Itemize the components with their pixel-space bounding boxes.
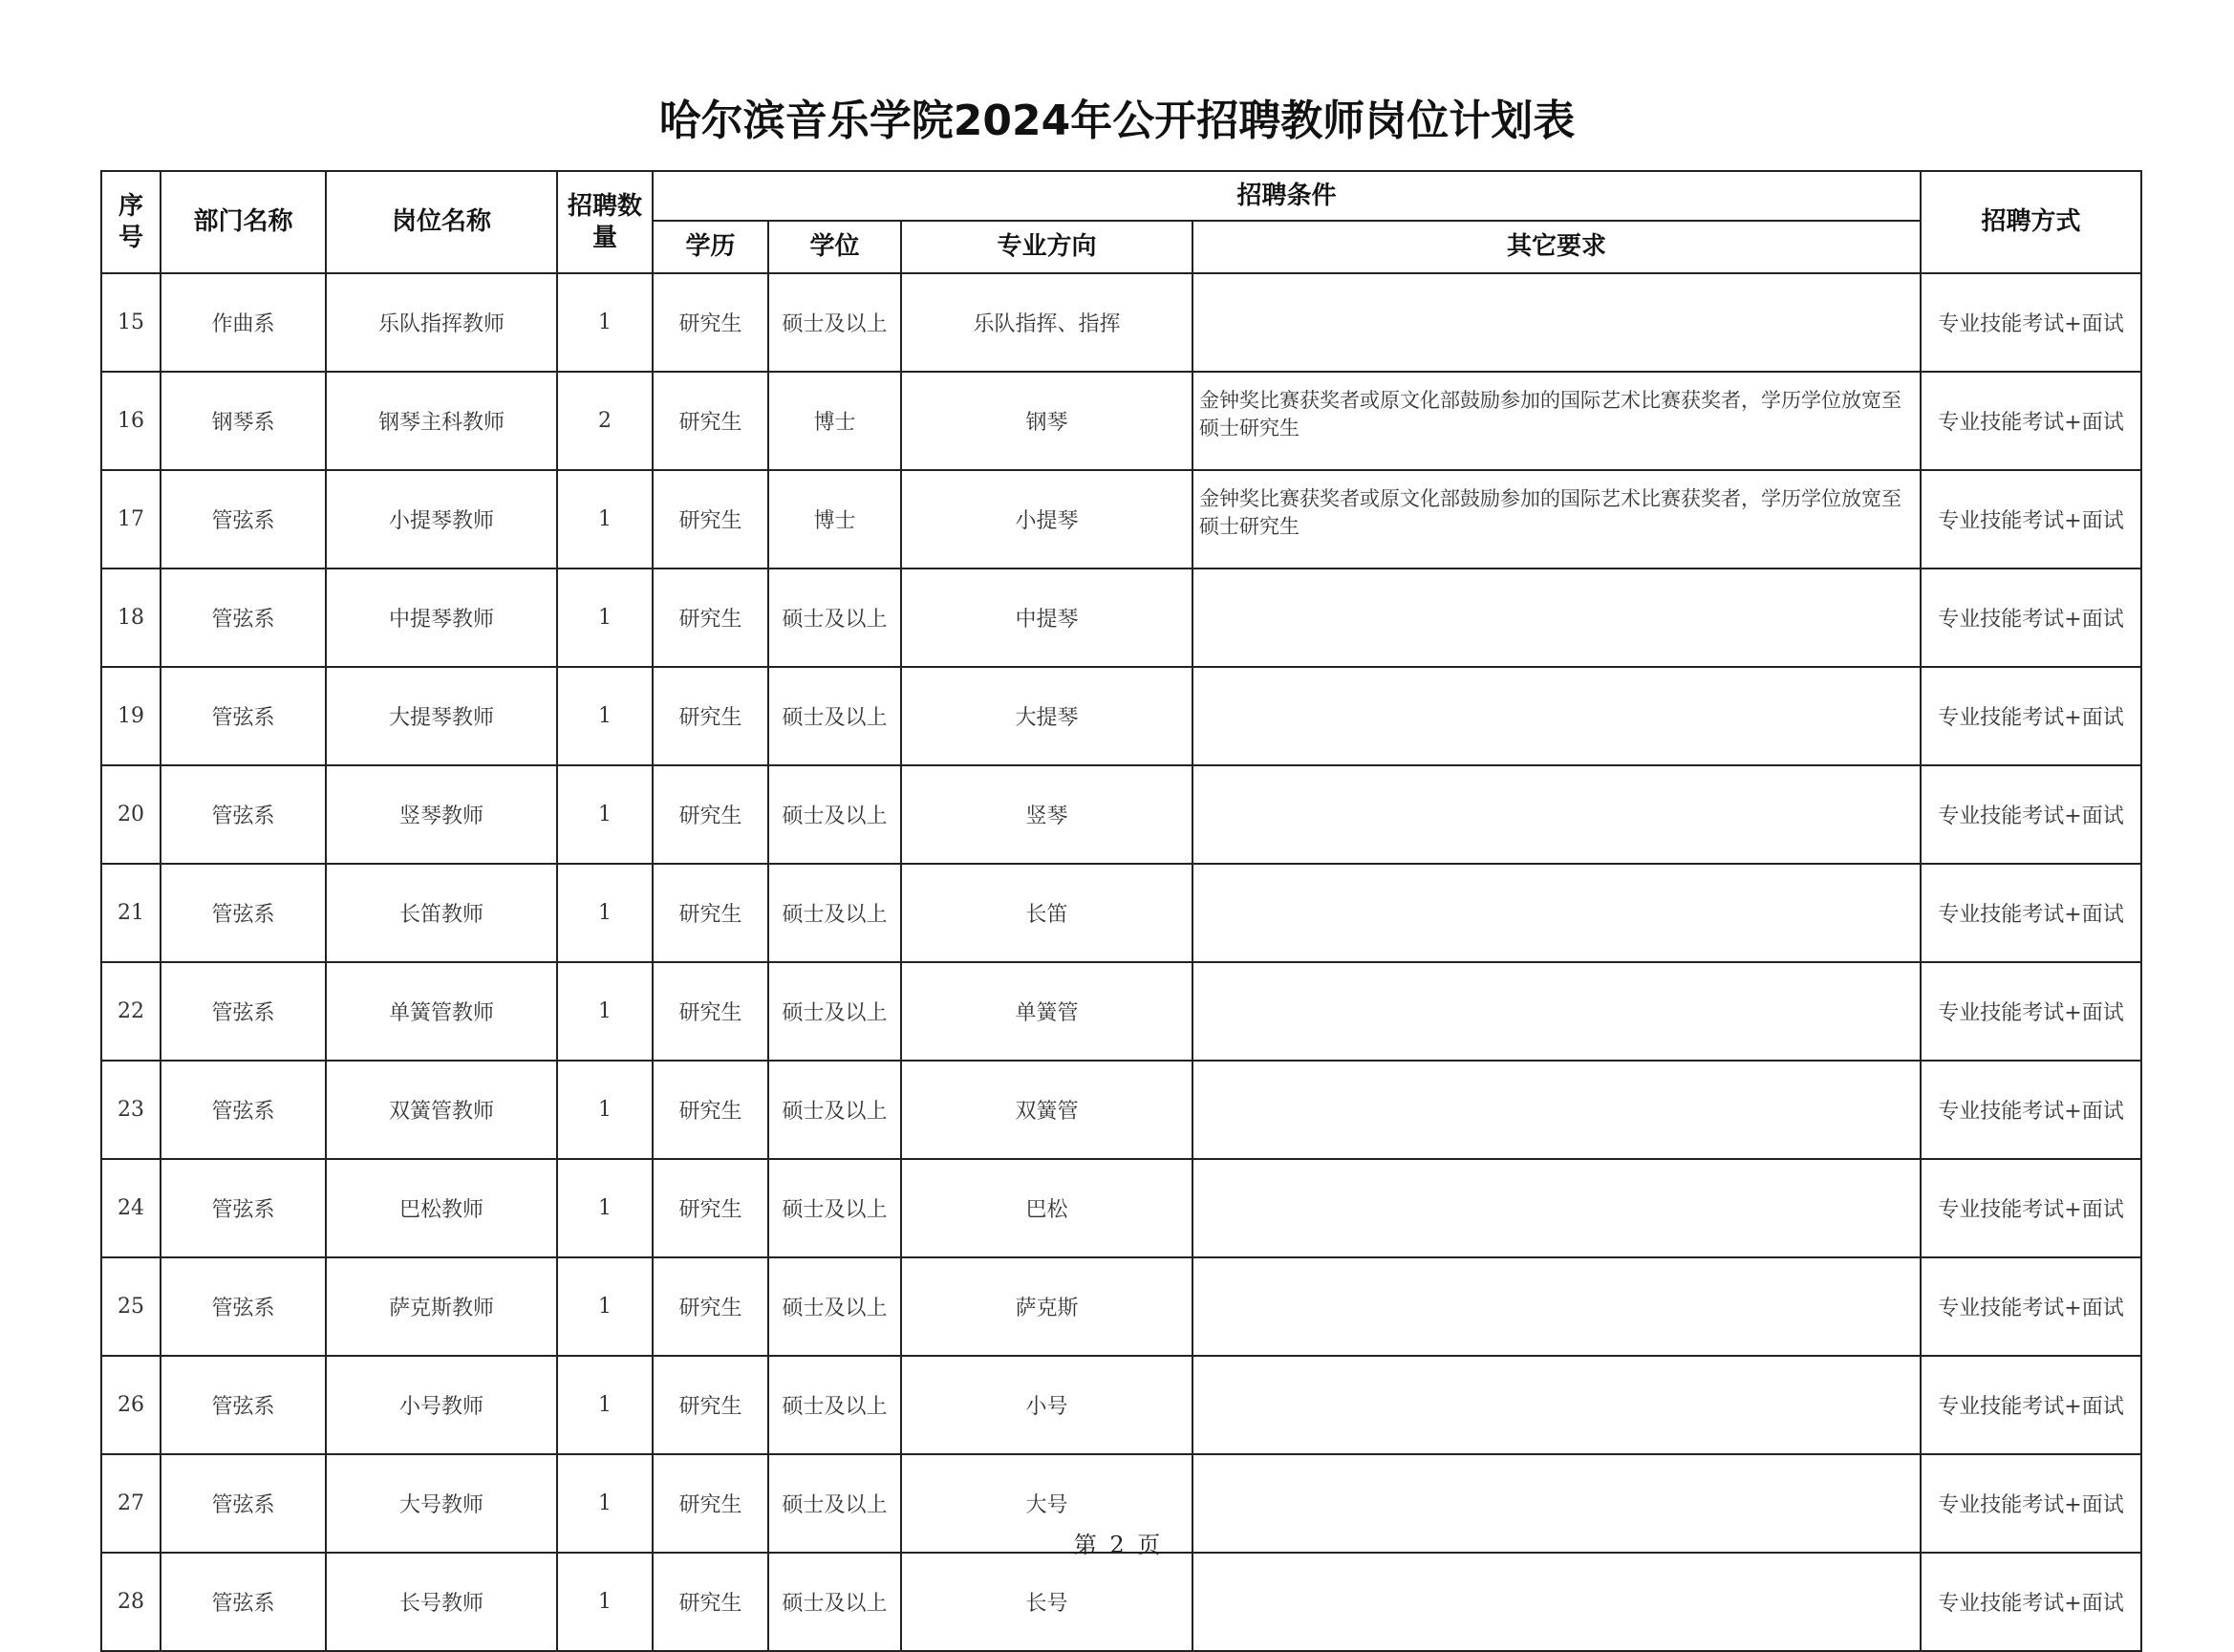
- header-count: 招聘数量: [557, 171, 653, 273]
- cell-method: 专业技能考试+面试: [1921, 372, 2141, 470]
- cell-seq: 22: [101, 962, 161, 1061]
- header-seq: 序号: [101, 171, 161, 273]
- cell-degree: 硕士及以上: [768, 1257, 901, 1356]
- header-other: 其它要求: [1192, 221, 1921, 273]
- cell-major: 小提琴: [901, 470, 1192, 569]
- cell-education: 研究生: [653, 273, 768, 372]
- cell-position: 长号教师: [326, 1553, 557, 1651]
- cell-seq: 23: [101, 1061, 161, 1159]
- cell-seq: 27: [101, 1454, 161, 1553]
- cell-seq: 15: [101, 273, 161, 372]
- table-row: [101, 667, 2141, 765]
- cell-position: 巴松教师: [326, 1159, 557, 1257]
- cell-position: 中提琴教师: [326, 569, 557, 667]
- cell-method: 专业技能考试+面试: [1921, 1553, 2141, 1651]
- header-education: 学历: [653, 221, 768, 273]
- table-row: [101, 962, 2141, 1061]
- header-degree: 学位: [768, 221, 901, 273]
- cell-position: 大号教师: [326, 1454, 557, 1553]
- cell-education: 研究生: [653, 1159, 768, 1257]
- cell-major: 中提琴: [901, 569, 1192, 667]
- cell-dept: 管弦系: [161, 667, 326, 765]
- header-method: 招聘方式: [1921, 171, 2141, 273]
- cell-other: [1192, 1257, 1921, 1356]
- cell-position: 萨克斯教师: [326, 1257, 557, 1356]
- cell-other: [1192, 1159, 1921, 1257]
- recruitment-plan-table: [100, 170, 2142, 1652]
- cell-method: 专业技能考试+面试: [1921, 1454, 2141, 1553]
- cell-other: [1192, 1356, 1921, 1454]
- cell-dept: 管弦系: [161, 1159, 326, 1257]
- cell-major: 大提琴: [901, 667, 1192, 765]
- cell-other: [1192, 765, 1921, 864]
- table-row: [101, 273, 2141, 372]
- cell-other: 金钟奖比赛获奖者或原文化部鼓励参加的国际艺术比赛获奖者，学历学位放宽至硕士研究生: [1192, 470, 1921, 569]
- cell-count: 1: [557, 864, 653, 962]
- cell-other: [1192, 667, 1921, 765]
- cell-count: 1: [557, 1356, 653, 1454]
- table-row: [101, 864, 2141, 962]
- cell-major: 乐队指挥、指挥: [901, 273, 1192, 372]
- cell-major: 大号: [901, 1454, 1192, 1553]
- cell-position: 双簧管教师: [326, 1061, 557, 1159]
- cell-position: 小提琴教师: [326, 470, 557, 569]
- cell-degree: 硕士及以上: [768, 667, 901, 765]
- cell-major: 萨克斯: [901, 1257, 1192, 1356]
- cell-major: 巴松: [901, 1159, 1192, 1257]
- cell-seq: 17: [101, 470, 161, 569]
- table-row: [101, 1159, 2141, 1257]
- cell-other: [1192, 1061, 1921, 1159]
- cell-degree: 硕士及以上: [768, 273, 901, 372]
- cell-dept: 管弦系: [161, 1061, 326, 1159]
- cell-position: 钢琴主科教师: [326, 372, 557, 470]
- cell-degree: 硕士及以上: [768, 962, 901, 1061]
- table-row: [101, 1061, 2141, 1159]
- cell-degree: 硕士及以上: [768, 1159, 901, 1257]
- cell-education: 研究生: [653, 864, 768, 962]
- cell-major: 小号: [901, 1356, 1192, 1454]
- cell-dept: 管弦系: [161, 962, 326, 1061]
- cell-count: 1: [557, 1257, 653, 1356]
- table-row: [101, 569, 2141, 667]
- table-row: [101, 1257, 2141, 1356]
- cell-education: 研究生: [653, 372, 768, 470]
- cell-other: [1192, 273, 1921, 372]
- cell-education: 研究生: [653, 1257, 768, 1356]
- cell-education: 研究生: [653, 962, 768, 1061]
- cell-dept: 管弦系: [161, 1553, 326, 1651]
- cell-education: 研究生: [653, 1454, 768, 1553]
- cell-education: 研究生: [653, 765, 768, 864]
- cell-dept: 管弦系: [161, 765, 326, 864]
- cell-count: 1: [557, 1159, 653, 1257]
- cell-seq: 19: [101, 667, 161, 765]
- cell-major: 钢琴: [901, 372, 1192, 470]
- cell-degree: 博士: [768, 372, 901, 470]
- cell-count: 1: [557, 1454, 653, 1553]
- cell-count: 1: [557, 470, 653, 569]
- cell-other: [1192, 864, 1921, 962]
- cell-education: 研究生: [653, 1061, 768, 1159]
- cell-position: 竖琴教师: [326, 765, 557, 864]
- cell-major: 双簧管: [901, 1061, 1192, 1159]
- cell-count: 1: [557, 667, 653, 765]
- header-dept: 部门名称: [161, 171, 326, 273]
- cell-seq: 18: [101, 569, 161, 667]
- cell-position: 大提琴教师: [326, 667, 557, 765]
- cell-method: 专业技能考试+面试: [1921, 273, 2141, 372]
- cell-method: 专业技能考试+面试: [1921, 1061, 2141, 1159]
- cell-degree: 硕士及以上: [768, 1454, 901, 1553]
- cell-degree: 硕士及以上: [768, 1061, 901, 1159]
- cell-position: 乐队指挥教师: [326, 273, 557, 372]
- header-position: 岗位名称: [326, 171, 557, 273]
- cell-seq: 16: [101, 372, 161, 470]
- cell-dept: 管弦系: [161, 1454, 326, 1553]
- cell-degree: 博士: [768, 470, 901, 569]
- cell-degree: 硕士及以上: [768, 864, 901, 962]
- cell-major: 单簧管: [901, 962, 1192, 1061]
- cell-degree: 硕士及以上: [768, 1356, 901, 1454]
- cell-dept: 管弦系: [161, 1257, 326, 1356]
- cell-seq: 28: [101, 1553, 161, 1651]
- cell-method: 专业技能考试+面试: [1921, 864, 2141, 962]
- cell-position: 单簧管教师: [326, 962, 557, 1061]
- table-row: [101, 470, 2141, 569]
- cell-degree: 硕士及以上: [768, 1553, 901, 1651]
- cell-other: 金钟奖比赛获奖者或原文化部鼓励参加的国际艺术比赛获奖者，学历学位放宽至硕士研究生: [1192, 372, 1921, 470]
- cell-position: 长笛教师: [326, 864, 557, 962]
- cell-seq: 25: [101, 1257, 161, 1356]
- cell-dept: 作曲系: [161, 273, 326, 372]
- cell-dept: 管弦系: [161, 864, 326, 962]
- cell-dept: 管弦系: [161, 569, 326, 667]
- cell-education: 研究生: [653, 667, 768, 765]
- cell-major: 长号: [901, 1553, 1192, 1651]
- cell-count: 1: [557, 569, 653, 667]
- cell-method: 专业技能考试+面试: [1921, 470, 2141, 569]
- cell-other: [1192, 1553, 1921, 1651]
- cell-major: 竖琴: [901, 765, 1192, 864]
- cell-degree: 硕士及以上: [768, 765, 901, 864]
- cell-education: 研究生: [653, 569, 768, 667]
- cell-dept: 钢琴系: [161, 372, 326, 470]
- page-number: 第 2 页: [1073, 1532, 1161, 1558]
- cell-seq: 20: [101, 765, 161, 864]
- cell-count: 1: [557, 962, 653, 1061]
- header-conditions: 招聘条件: [653, 171, 1921, 221]
- cell-seq: 26: [101, 1356, 161, 1454]
- cell-seq: 21: [101, 864, 161, 962]
- cell-education: 研究生: [653, 1553, 768, 1651]
- cell-count: 1: [557, 1553, 653, 1651]
- cell-education: 研究生: [653, 1356, 768, 1454]
- table-row: [101, 1356, 2141, 1454]
- table-row: [101, 765, 2141, 864]
- cell-method: 专业技能考试+面试: [1921, 962, 2141, 1061]
- cell-dept: 管弦系: [161, 470, 326, 569]
- cell-education: 研究生: [653, 470, 768, 569]
- cell-seq: 24: [101, 1159, 161, 1257]
- cell-count: 1: [557, 273, 653, 372]
- table-body: [101, 273, 2141, 1651]
- cell-count: 1: [557, 765, 653, 864]
- cell-major: 长笛: [901, 864, 1192, 962]
- cell-method: 专业技能考试+面试: [1921, 1257, 2141, 1356]
- cell-position: 小号教师: [326, 1356, 557, 1454]
- cell-degree: 硕士及以上: [768, 569, 901, 667]
- document-title: 哈尔滨音乐学院2024年公开招聘教师岗位计划表: [658, 97, 1576, 145]
- table-row: [101, 372, 2141, 470]
- cell-method: 专业技能考试+面试: [1921, 1159, 2141, 1257]
- cell-other: [1192, 569, 1921, 667]
- cell-method: 专业技能考试+面试: [1921, 765, 2141, 864]
- table-header: [101, 171, 2141, 273]
- cell-count: 2: [557, 372, 653, 470]
- cell-method: 专业技能考试+面试: [1921, 1356, 2141, 1454]
- cell-dept: 管弦系: [161, 1356, 326, 1454]
- cell-method: 专业技能考试+面试: [1921, 569, 2141, 667]
- cell-count: 1: [557, 1061, 653, 1159]
- table-row: [101, 1553, 2141, 1651]
- cell-method: 专业技能考试+面试: [1921, 667, 2141, 765]
- header-major: 专业方向: [901, 221, 1192, 273]
- cell-other: [1192, 962, 1921, 1061]
